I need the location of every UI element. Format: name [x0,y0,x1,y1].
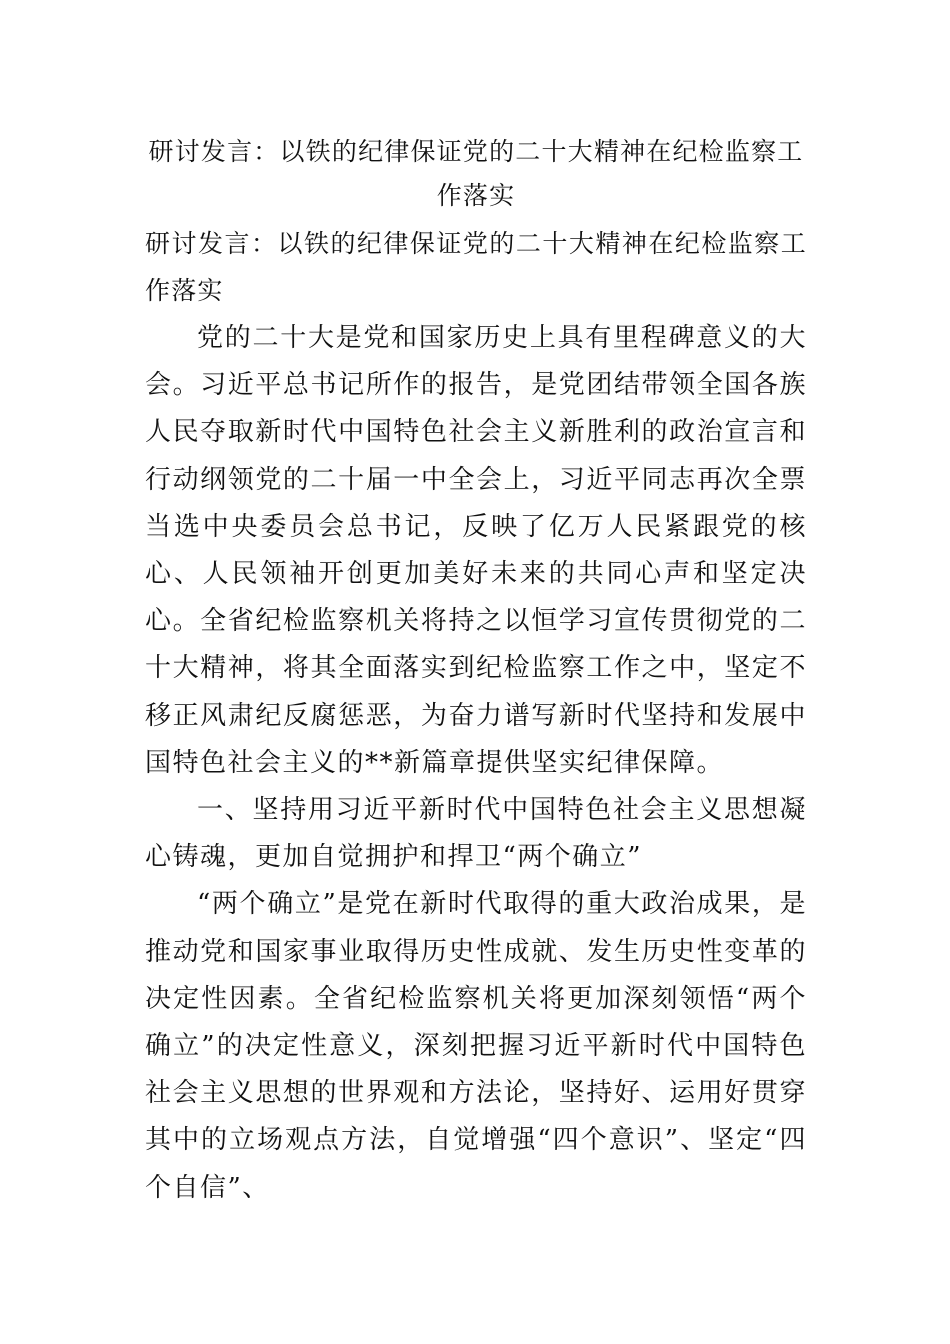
paragraph-intro: 党的二十大是党和国家历史上具有里程碑意义的大会。习近平总书记所作的报告，是党团结带领全国各族人民夺取新时代中国特色社会主义新胜利的政治宣言和行动纲领党的二十届一中全会上，习近平同志再次全票当选中央委员会总书记，反映了亿万人民紧跟党的核心、人民领袖开创更加美好未来的共同心声和坚定决心。全省纪检监察机关将持之以恒学习宣传贯彻党的二十大精神，将其全面落实到纪检监察工作之中，坚定不移正风肃纪反腐惩恶，为奋力谱写新时代坚持和发展中国特色社会主义的**新篇章提供坚实纪律保障。 [145,323,807,778]
document-subtitle: 研讨发言：以铁的纪律保证党的二十大精神在纪检监察工作落实 [145,229,807,305]
document-title: 研讨发言：以铁的纪律保证党的二十大精神在纪检监察工作落实 [148,137,804,210]
document-body [145,130,807,1212]
paragraph-section-1: “两个确立”是党在新时代取得的重大政治成果，是推动党和国家事业取得历史性成就、发生历史性变革的决定性因素。全省纪检监察机关将更加深刻领悟“两个确立”的决定性意义，深刻把握习近平新时代中国特色社会主义思想的世界观和方法论，坚持好、运用好贯穿其中的立场观点方法，自觉增强“四个意识”、坚定“四个自信”、 [145,889,807,1203]
section-heading-1: 一、坚持用习近平新时代中国特色社会主义思想凝心铸魂，更加自觉拥护和捍卫“两个确立” [145,795,807,873]
